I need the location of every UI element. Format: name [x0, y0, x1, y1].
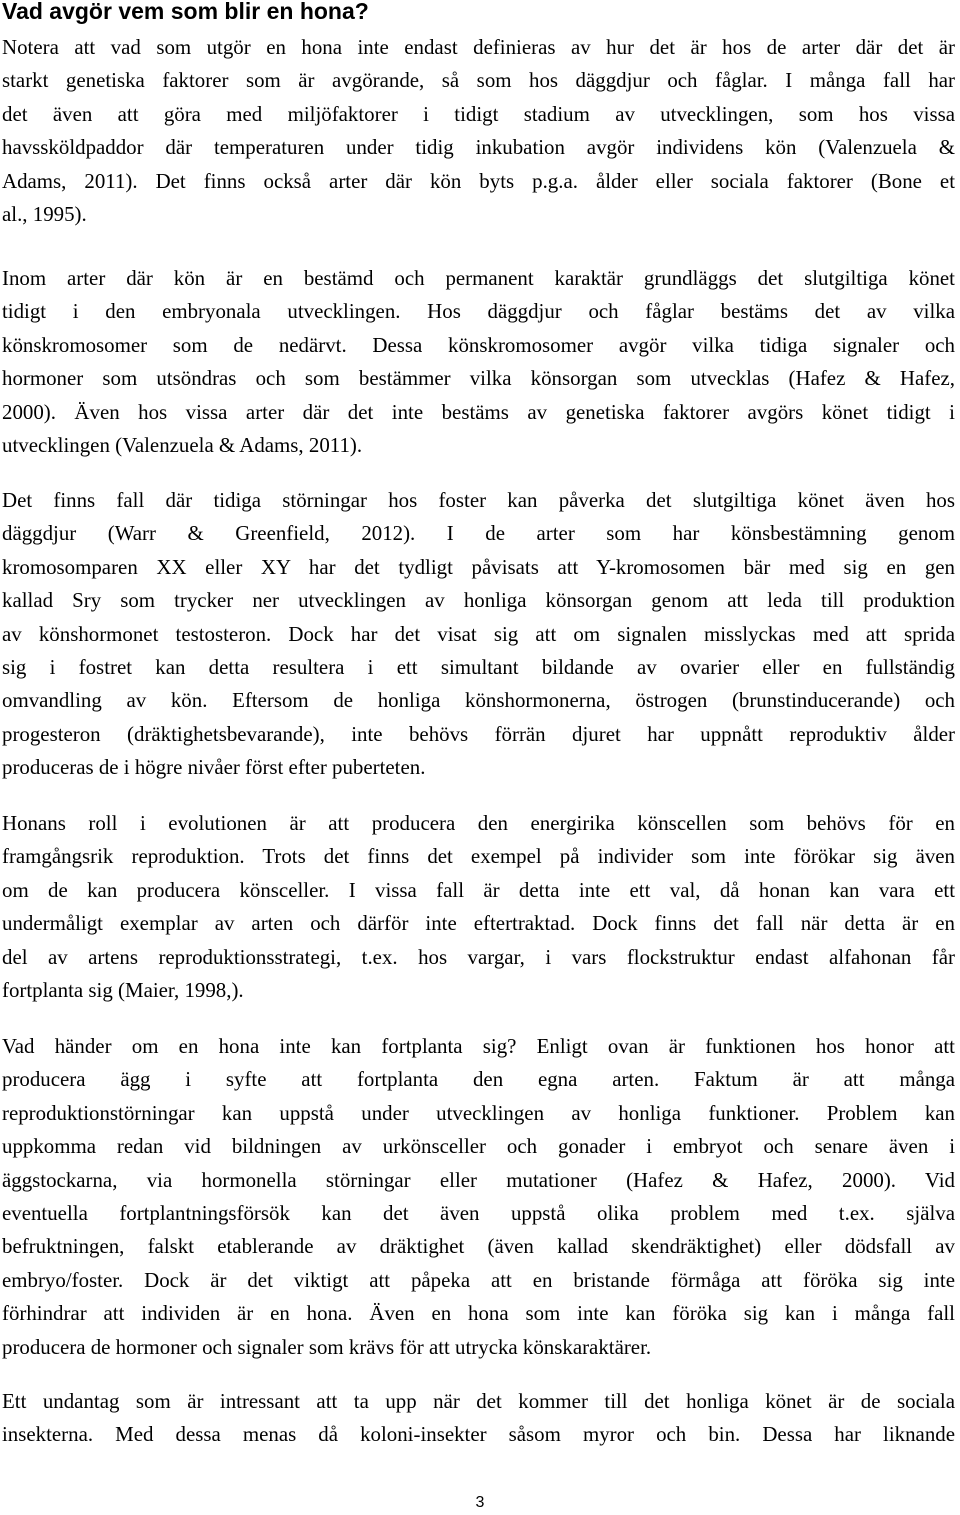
- paragraph-line: Ett undantag som är intressant att ta upp när det kommer till det honliga könet är de sociala: [2, 1389, 955, 1413]
- paragraph-line: reproduktionstörningar kan uppstå under utvecklingen av honliga funktioner. Problem kan: [2, 1100, 955, 1125]
- paragraph-line: havssköldpaddor där temperaturen under tidig inkubation avgör individens kön (Valenzuela &: [2, 135, 955, 160]
- paragraph-line: det även att göra med miljöfaktorer i tidigt stadium av utvecklingen, som hos vissa: [2, 101, 955, 126]
- paragraph-line: Adams, 2011). Det finns också arter där kön byts p.g.a. ålder eller sociala faktorer (Bone et: [2, 168, 955, 193]
- paragraph-line: könskromosomer som de nedärvt. Dessa könskromosomer avgör vilka tidiga signaler och: [2, 332, 955, 357]
- paragraph-line: äggstockarna, via hormonella störningar eller mutationer (Hafez & Hafez, 2000). Vid: [2, 1167, 955, 1192]
- paragraph-line: produceras de i högre nivåer först efter puberteten.: [2, 755, 426, 780]
- paragraph-2: [2, 262, 955, 462]
- paragraph-line: sig i fostret kan detta resultera i ett simultant bildande av ovarier eller en fullständig: [2, 654, 955, 679]
- paragraph-line: 2000). Även hos vissa arter där det inte bestäms av genetiska faktorer avgörs könet tidigt i: [2, 399, 955, 424]
- paragraph-line: förhindrar att individen är en hona. Även en hona som inte kan föröka sig kan i många fall: [2, 1301, 955, 1326]
- paragraph-line: Inom arter där kön är en bestämd och permanent karaktär grundläggs det slutgiltiga könet: [2, 266, 955, 290]
- paragraph-line: insekterna. Med dessa menas då koloni-insekter såsom myror och bin. Dessa har liknande: [2, 1422, 955, 1447]
- paragraph-line: uppkomma redan vid bildningen av urkönsceller och gonader i embryot och senare även i: [2, 1134, 955, 1159]
- paragraph-3: [2, 484, 955, 785]
- paragraph-line: Notera att vad som utgör en hona inte endast definieras av hur det är hos de arter där det är: [2, 35, 955, 59]
- paragraph-line: al., 1995).: [2, 201, 87, 226]
- paragraph-6: [2, 1385, 955, 1452]
- paragraph-line: progesteron (dräktighetsbevarande), inte behövs förrän djuret har uppnått reproduktiv ålder: [2, 721, 955, 746]
- paragraph-line: framgångsrik reproduktion. Trots det finns det exempel på individer som inte förökar sig även: [2, 844, 955, 869]
- paragraph-line: producera ägg i syfte att fortplanta den egna arten. Faktum är att många: [2, 1067, 955, 1092]
- paragraph-4: [2, 807, 955, 1007]
- paragraph-line: om de kan producera könsceller. I vissa fall är detta inte ett val, då honan kan vara ett: [2, 877, 955, 902]
- paragraph-line: Det finns fall där tidiga störningar hos foster kan påverka det slutgiltiga könet även hos: [2, 488, 955, 512]
- paragraph-line: däggdjur (Warr & Greenfield, 2012). I de arter som har könsbestämning genom: [2, 521, 955, 546]
- paragraph-line: av könshormonet testosteron. Dock har det visat sig att om signalen misslyckas med att sprida: [2, 621, 955, 646]
- paragraph-5: [2, 1030, 955, 1364]
- paragraph-line: kallad Sry som trycker ner utvecklingen av honliga könsorgan genom att leda till produktion: [2, 588, 955, 613]
- paragraph-line: embryo/foster. Dock är det viktigt att påpeka att en bristande förmåga att föröka sig inte: [2, 1267, 955, 1292]
- paragraph-line: hormoner som utsöndras och som bestämmer vilka könsorgan som utvecklas (Hafez & Hafez,: [2, 366, 955, 391]
- paragraph-line: undermåligt exemplar av arten och därför inte eftertraktad. Dock finns det fall när detta är en: [2, 911, 955, 936]
- page-number: 3: [475, 1494, 485, 1511]
- paragraph-line: tidigt i den embryonala utvecklingen. Hos däggdjur och fåglar bestäms det av vilka: [2, 299, 955, 324]
- paragraph-line: del av artens reproduktionsstrategi, t.ex. hos vargar, i vars flockstruktur endast alfahonan får: [2, 944, 955, 969]
- paragraph-line: befruktningen, falskt etablerande av dräktighet (även kallad skendräktighet) eller dödsfall av: [2, 1234, 955, 1259]
- paragraph-1: [2, 31, 955, 231]
- paragraph-line: producera de hormoner och signaler som krävs för att utrycka könskaraktärer.: [2, 1334, 652, 1359]
- paragraph-line: eventuella fortplantningsförsök kan det även uppstå olika problem med t.ex. själva: [2, 1200, 955, 1225]
- paragraph-line: kromosomparen XX eller XY har det tydligt påvisats att Y-kromosomen bär med sig en gen: [2, 554, 955, 579]
- paragraph-line: utvecklingen (Valenzuela & Adams, 2011).: [2, 432, 363, 457]
- section-heading: Vad avgör vem som blir en hona?: [2, 0, 369, 24]
- paragraph-line: omvandling av kön. Eftersom de honliga könshormonerna, östrogen (brunstinducerande) och: [2, 688, 955, 713]
- paragraph-line: Vad händer om en hona inte kan fortplanta sig? Enligt ovan är funktionen hos honor att: [2, 1034, 955, 1058]
- paragraph-line: starkt genetiska faktorer som är avgörande, så som hos däggdjur och fåglar. I många fall har: [2, 68, 955, 93]
- paragraph-line: Honans roll i evolutionen är att producera den energirika könscellen som behövs för en: [2, 811, 955, 835]
- paragraph-line: fortplanta sig (Maier, 1998,).: [2, 977, 244, 1002]
